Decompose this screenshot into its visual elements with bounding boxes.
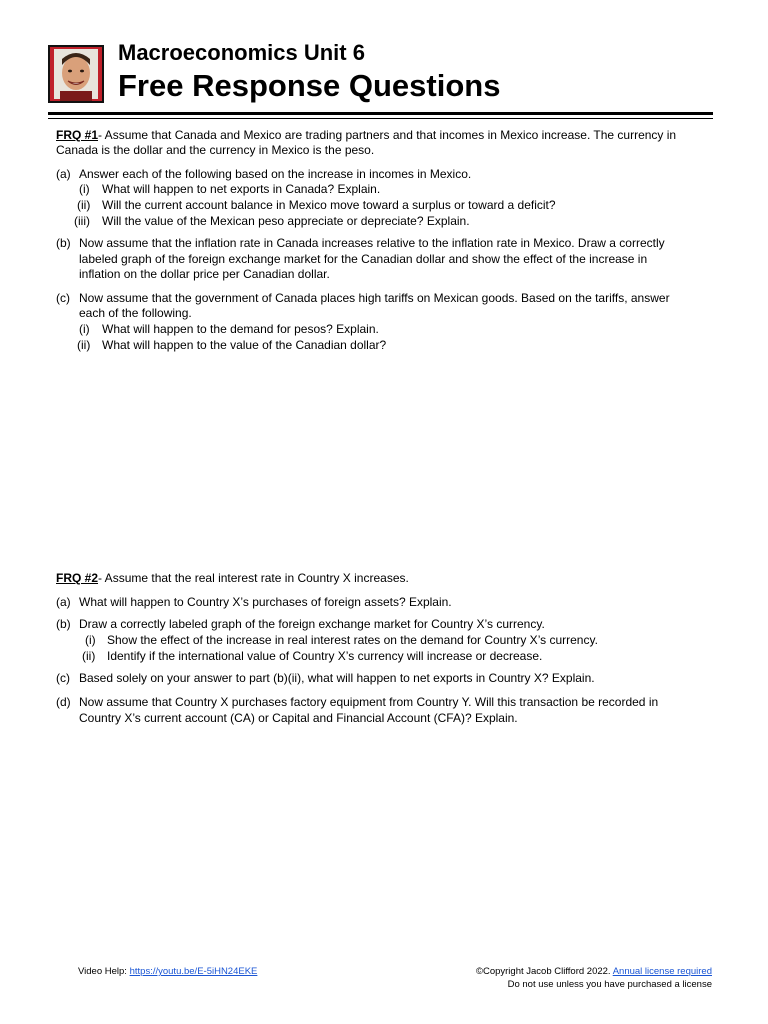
frq1-a-iii-num: (iii): [74, 214, 90, 228]
header-rule-thin: [48, 118, 713, 119]
frq1-a-i-num: (i): [79, 182, 90, 196]
frq1-b-line3: inflation on the dollar price per Canadian dollar.: [79, 267, 330, 281]
author-photo: [48, 45, 104, 103]
frq1-c-ii-num: (ii): [77, 338, 91, 352]
frq2-b-i-num: (i): [85, 633, 96, 647]
frq1-b-line2: labeled graph of the foreign exchange market for the Canadian dollar and show the effect of the increase in: [79, 252, 648, 266]
frq2-d-marker: (d): [56, 695, 71, 709]
frq2-label: FRQ #2: [56, 571, 99, 585]
frq2-b-text: Draw a correctly labeled graph of the foreign exchange market for Country X’s currency.: [79, 617, 545, 631]
copyright-line: [476, 966, 712, 978]
frq1-a-i-text: What will happen to net exports in Canada? Explain.: [102, 182, 381, 196]
license-notice: Do not use unless you have purchased a license: [507, 979, 712, 990]
frq2-a-text: What will happen to Country X’s purchases of foreign assets? Explain.: [79, 595, 452, 609]
frq2-d-line1: Now assume that Country X purchases factory equipment from Country Y. Will this transaction be recorded in: [79, 695, 659, 709]
unit-title: Macroeconomics Unit 6: [118, 40, 365, 65]
frq1-label: FRQ #1: [56, 128, 99, 142]
frq1-b-line1: Now assume that the inflation rate in Canada increases relative to the inflation rate in Mexico. Draw a correctly: [79, 236, 665, 250]
author-photo-image: [50, 47, 102, 101]
video-help: [78, 966, 257, 978]
frq1-a-marker: (a): [56, 167, 71, 181]
frq2-b-ii-text: Identify if the international value of Country X’s currency will increase or decrease.: [107, 649, 543, 663]
copyright-text: ©Copyright Jacob Clifford 2022.: [475, 966, 611, 977]
video-help-link[interactable]: https://youtu.be/E-5iHN24EKE: [129, 966, 258, 977]
frq2-a-marker: (a): [56, 595, 71, 609]
frq1-intro-line2: Canada is the dollar and the currency in Mexico is the peso.: [56, 143, 375, 157]
page-title: Free Response Questions: [118, 68, 501, 103]
frq1-c-i-num: (i): [79, 322, 90, 336]
header-rule: [48, 112, 713, 115]
frq2-intro-text: - Assume that the real interest rate in Country X increases.: [98, 571, 409, 585]
frq1-a-text: Answer each of the following based on the increase in incomes in Mexico.: [79, 167, 472, 181]
frq1-intro: [56, 128, 676, 143]
frq2-c-marker: (c): [56, 671, 70, 685]
frq1-a-ii-num: (ii): [77, 198, 91, 212]
frq1-c-ii-text: What will happen to the value of the Canadian dollar?: [102, 338, 387, 352]
video-help-label: Video Help:: [78, 966, 127, 977]
frq1-b-marker: (b): [56, 236, 71, 250]
frq2-intro: [56, 571, 409, 586]
frq2-d-line2: Country X’s current account (CA) or Capital and Financial Account (CFA)? Explain.: [79, 711, 518, 725]
frq1-c-i-text: What will happen to the demand for pesos? Explain.: [102, 322, 379, 336]
frq1-c-marker: (c): [56, 291, 70, 305]
frq1-c-line1: Now assume that the government of Canada places high tariffs on Mexican goods. Based on the tariffs, answer: [79, 291, 670, 305]
license-link[interactable]: Annual license required: [612, 966, 712, 977]
frq2-c-text: Based solely on your answer to part (b)(ii), what will happen to net exports in Country X? Explain.: [79, 671, 595, 685]
frq1-a-iii-text: Will the value of the Mexican peso appreciate or depreciate? Explain.: [102, 214, 470, 228]
frq1-intro-text: - Assume that Canada and Mexico are trading partners and that incomes in Mexico increase. The currency in: [98, 128, 677, 142]
frq2-b-ii-num: (ii): [82, 649, 96, 663]
frq2-b-i-text: Show the effect of the increase in real interest rates on the demand for Country X’s currency.: [107, 633, 598, 647]
frq1-c-line2: each of the following.: [79, 306, 192, 320]
frq1-a-ii-text: Will the current account balance in Mexico move toward a surplus or toward a deficit?: [102, 198, 556, 212]
frq2-b-marker: (b): [56, 617, 71, 631]
